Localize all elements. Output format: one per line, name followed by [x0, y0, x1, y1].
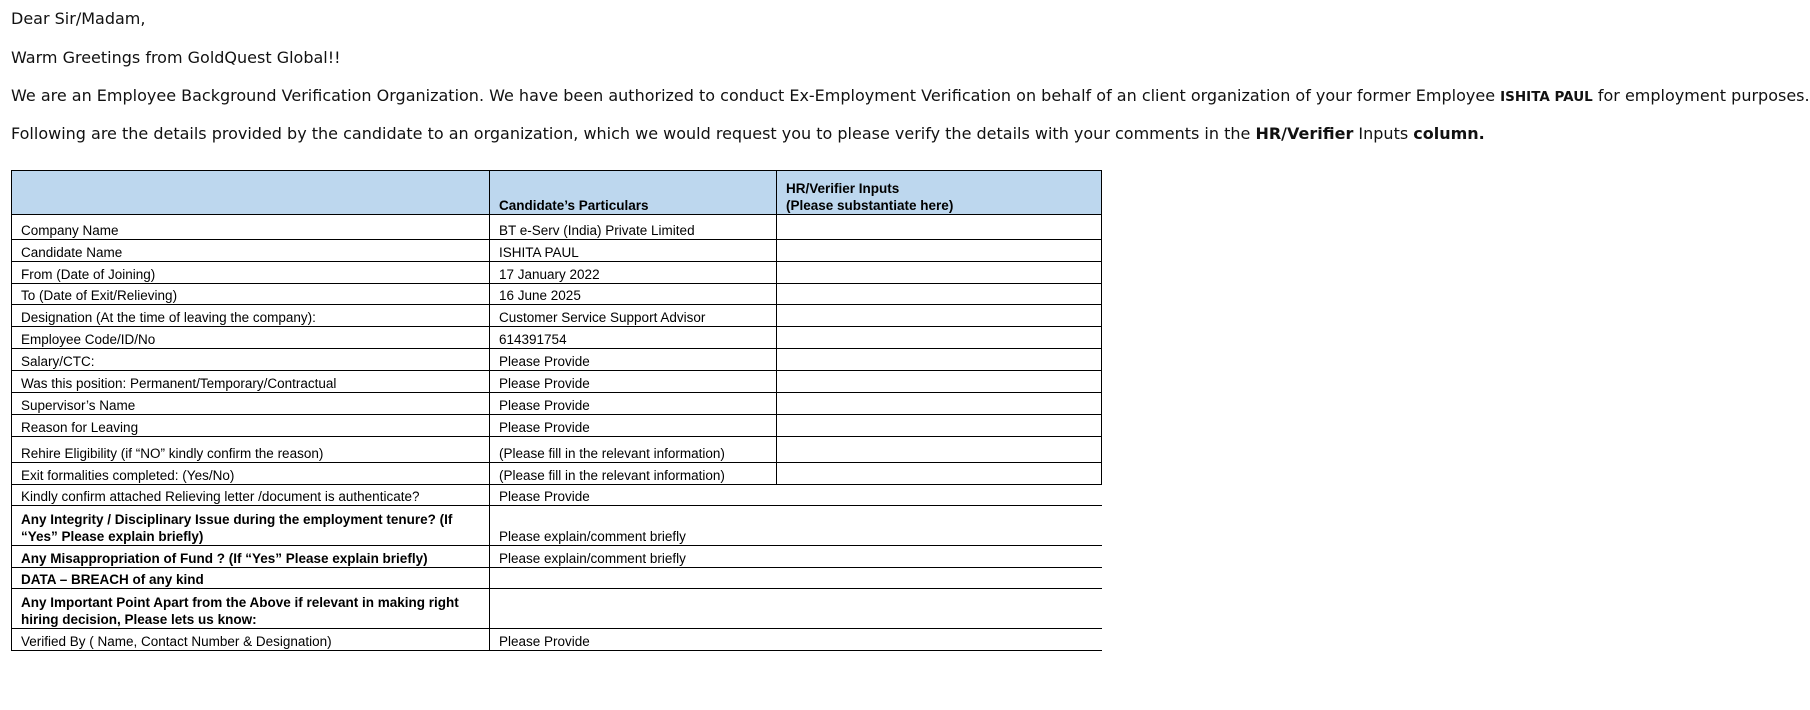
- row-label: DATA – BREACH of any kind: [12, 568, 490, 589]
- intro-text: We are an Employee Background Verification Organization. We have been authorized to conduct Ex-Employment Verification on behalf of an client organization of your former Employee: [11, 86, 1501, 105]
- row-value: Please explain/comment briefly: [490, 506, 777, 546]
- row-label: Verified By ( Name, Contact Number & Designation): [12, 629, 490, 651]
- row-value: [490, 568, 777, 589]
- table-row: [12, 506, 1102, 546]
- verification-table: [11, 170, 1102, 651]
- request-bold-column: column.: [1413, 124, 1485, 143]
- verifier-input-cell[interactable]: [777, 349, 1102, 371]
- table-row: [12, 437, 1102, 463]
- table-row: [12, 215, 1102, 240]
- row-label: Designation (At the time of leaving the company):: [12, 305, 490, 327]
- verifier-input-cell[interactable]: [777, 262, 1102, 284]
- verifier-input-cell[interactable]: [777, 393, 1102, 415]
- row-value: BT e-Serv (India) Private Limited: [490, 215, 777, 240]
- row-label: Was this position: Permanent/Temporary/Contractual: [12, 371, 490, 393]
- verifier-input-cell[interactable]: [777, 589, 1102, 629]
- row-value: Customer Service Support Advisor: [490, 305, 777, 327]
- row-label: Any Misappropriation of Fund ? (If “Yes” Please explain briefly): [12, 546, 490, 568]
- verifier-input-cell[interactable]: [777, 327, 1102, 349]
- request-text-mid: Inputs: [1353, 124, 1414, 143]
- candidate-name: ISHITA PAUL: [1500, 89, 1593, 105]
- row-label: Salary/CTC:: [12, 349, 490, 371]
- row-value: Please Provide: [490, 349, 777, 371]
- verifier-input-cell[interactable]: [777, 629, 1102, 651]
- header-hr-line1: HR/Verifier Inputs: [786, 181, 900, 196]
- table-row: [12, 240, 1102, 262]
- verifier-input-cell[interactable]: [777, 437, 1102, 463]
- table-row: [12, 568, 1102, 589]
- verifier-input-cell[interactable]: [777, 506, 1102, 546]
- header-candidate-particulars: Candidate’s Particulars: [490, 171, 777, 215]
- header-hr-verifier-inputs: [777, 171, 1102, 215]
- table-row: [12, 485, 1102, 506]
- verifier-input-cell[interactable]: [777, 240, 1102, 262]
- row-value: Please Provide: [490, 371, 777, 393]
- verifier-input-cell[interactable]: [777, 463, 1102, 485]
- row-label: Kindly confirm attached Relieving letter /document is authenticate?: [12, 485, 490, 506]
- row-value: [490, 589, 777, 629]
- row-label: Employee Code/ID/No: [12, 327, 490, 349]
- row-value: 17 January 2022: [490, 262, 777, 284]
- row-label: From (Date of Joining): [12, 262, 490, 284]
- row-value: (Please fill in the relevant information): [490, 437, 777, 463]
- request-paragraph: [11, 124, 1485, 144]
- row-label: Company Name: [12, 215, 490, 240]
- row-value: Please Provide: [490, 393, 777, 415]
- table-row: [12, 371, 1102, 393]
- row-label: Rehire Eligibility (if “NO” kindly confirm the reason): [12, 437, 490, 463]
- header-label-cell: [12, 171, 490, 215]
- table-row: [12, 546, 1102, 568]
- intro-paragraph: [11, 86, 1810, 107]
- verifier-input-cell[interactable]: [777, 546, 1102, 568]
- request-text: Following are the details provided by the candidate to an organization, which we would request you to please verify the details with your comments in the: [11, 124, 1256, 143]
- header-hr-line2: (Please substantiate here): [786, 198, 954, 213]
- row-label: Any Important Point Apart from the Above if relevant in making right hiring decision, Please lets us know:: [12, 589, 490, 629]
- verifier-input-cell[interactable]: [777, 568, 1102, 589]
- row-label: Reason for Leaving: [12, 415, 490, 437]
- intro-text-end: for employment purposes.: [1592, 86, 1810, 105]
- table-row: [12, 327, 1102, 349]
- row-value: Please Provide: [490, 629, 777, 651]
- table-row: [12, 629, 1102, 651]
- salutation: Dear Sir/Madam,: [11, 9, 146, 28]
- table-row: [12, 349, 1102, 371]
- table-row: [12, 305, 1102, 327]
- row-value: Please Provide: [490, 485, 777, 506]
- verifier-input-cell[interactable]: [777, 485, 1102, 506]
- row-label: Supervisor’s Name: [12, 393, 490, 415]
- verifier-input-cell[interactable]: [777, 415, 1102, 437]
- row-label: To (Date of Exit/Relieving): [12, 284, 490, 305]
- row-value: 614391754: [490, 327, 777, 349]
- request-bold-hr: HR/Verifier: [1255, 124, 1354, 143]
- row-label: Candidate Name: [12, 240, 490, 262]
- verifier-input-cell[interactable]: [777, 284, 1102, 305]
- row-value: (Please fill in the relevant information): [490, 463, 777, 485]
- row-value: Please explain/comment briefly: [490, 546, 777, 568]
- row-value: Please Provide: [490, 415, 777, 437]
- row-label: Any Integrity / Disciplinary Issue during the employment tenure? (If “Yes” Please explain briefly): [12, 506, 490, 546]
- verifier-input-cell[interactable]: [777, 305, 1102, 327]
- table-row: [12, 284, 1102, 305]
- row-value: ISHITA PAUL: [490, 240, 777, 262]
- row-value: 16 June 2025: [490, 284, 777, 305]
- table-row: [12, 589, 1102, 629]
- verifier-input-cell[interactable]: [777, 215, 1102, 240]
- verifier-input-cell[interactable]: [777, 371, 1102, 393]
- row-label: Exit formalities completed: (Yes/No): [12, 463, 490, 485]
- table-row: [12, 415, 1102, 437]
- table-row: [12, 393, 1102, 415]
- table-row: [12, 262, 1102, 284]
- greeting: Warm Greetings from GoldQuest Global!!: [11, 48, 341, 67]
- table-header-row: [12, 171, 1102, 215]
- table-row: [12, 463, 1102, 485]
